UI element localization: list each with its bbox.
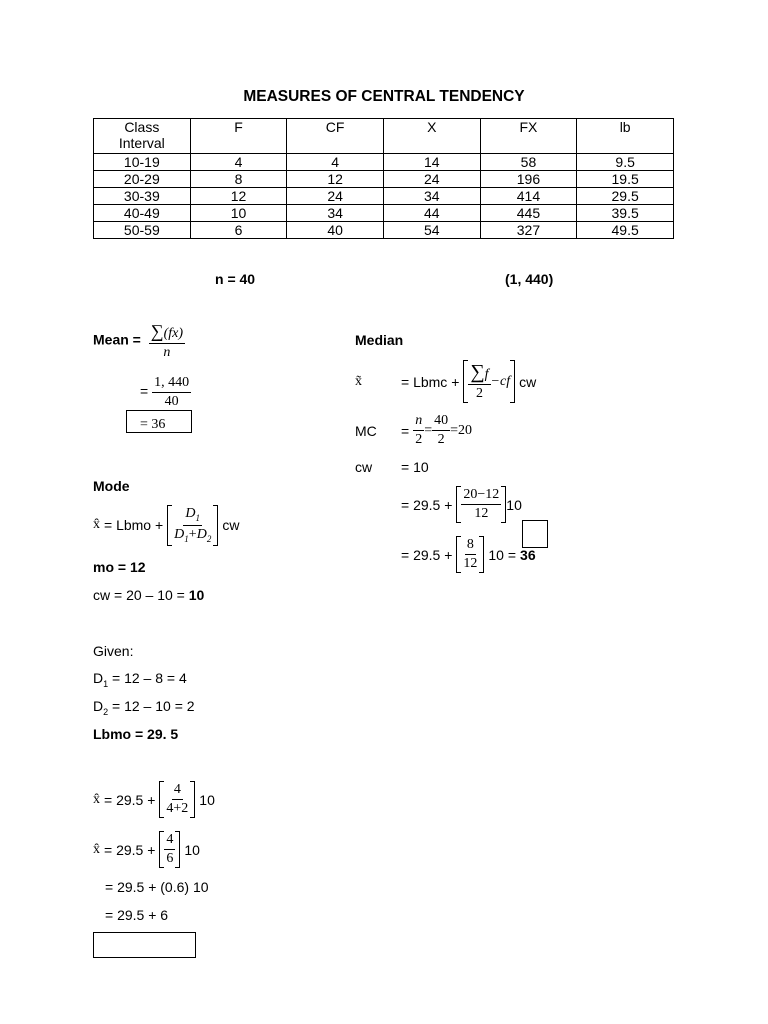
mode-calc2-fraction bbox=[164, 833, 175, 866]
table-cell: 10-19 bbox=[94, 154, 191, 171]
mode-bracket bbox=[167, 505, 218, 546]
median-step2-num: 8 bbox=[465, 538, 476, 555]
mode-calc1-num: 4 bbox=[172, 783, 183, 800]
median-formula bbox=[355, 360, 536, 403]
d2-line-rest: = 12 – 10 = 2 bbox=[108, 698, 195, 714]
header-lb: lb bbox=[577, 119, 674, 154]
document-title: MEASURES OF CENTRAL TENDENCY bbox=[243, 88, 525, 105]
median-step1-bracket bbox=[456, 486, 506, 523]
given-label: Given: bbox=[93, 643, 134, 659]
header-class-interval: Class Interval bbox=[94, 119, 191, 154]
mode-mo: mo = 12 bbox=[93, 559, 146, 575]
median-step1-fraction bbox=[461, 488, 501, 521]
table-cell: 327 bbox=[480, 222, 577, 239]
mean-numerator: (fx) bbox=[163, 326, 184, 341]
sum-symbol: ∑ bbox=[150, 321, 164, 341]
table-cell: 414 bbox=[480, 188, 577, 205]
median-step2-result: 36 bbox=[520, 546, 536, 563]
table-cell: 58 bbox=[480, 154, 577, 171]
median-minus-cf: −cf bbox=[490, 373, 511, 389]
mode-symbol: x̂ bbox=[93, 517, 100, 533]
mean-fraction bbox=[149, 322, 185, 360]
mc-fraction-1 bbox=[413, 414, 424, 447]
table-cell: 10 bbox=[190, 205, 287, 222]
median-step2-prefix: = 29.5 + bbox=[401, 546, 453, 563]
mode-calc1-prefix: = 29.5 + bbox=[104, 791, 156, 808]
mean-sub-numerator: 1, 440 bbox=[152, 376, 191, 393]
table-cell: 30-39 bbox=[94, 188, 191, 205]
median-symbol: x̃ bbox=[355, 373, 362, 389]
mode-den-d2-sub: 2 bbox=[206, 533, 212, 544]
table-cell: 4 bbox=[190, 154, 287, 171]
table-cell: 24 bbox=[383, 171, 480, 188]
d1-line-rest: = 12 – 8 = 4 bbox=[108, 670, 187, 686]
fx-total: (1, 440) bbox=[505, 271, 554, 287]
mode-calc2-prefix: = 29.5 + bbox=[104, 841, 156, 858]
table-cell: 9.5 bbox=[577, 154, 674, 171]
table-cell: 4 bbox=[287, 154, 384, 171]
median-step1-prefix: = 29.5 + bbox=[401, 496, 453, 513]
table-row bbox=[94, 205, 674, 222]
table-cell: 20-29 bbox=[94, 171, 191, 188]
table-cell: 44 bbox=[383, 205, 480, 222]
mode-fraction bbox=[172, 507, 213, 544]
median-step2-bracket bbox=[456, 536, 484, 573]
median-heading: Median bbox=[355, 332, 404, 348]
table-cell: 29.5 bbox=[577, 188, 674, 205]
mean-sub-denominator: 40 bbox=[164, 394, 179, 409]
table-cell: 49.5 bbox=[577, 222, 674, 239]
mean-label: Mean = bbox=[93, 331, 141, 348]
mode-heading: Mode bbox=[93, 478, 130, 494]
mc-result: =20 bbox=[450, 422, 472, 438]
mode-formula bbox=[93, 505, 239, 546]
table-row bbox=[94, 171, 674, 188]
mode-den-d1-sub: 1 bbox=[184, 533, 189, 544]
table-cell: 50-59 bbox=[94, 222, 191, 239]
table-cell: 40 bbox=[287, 222, 384, 239]
table-cell: 196 bbox=[480, 171, 577, 188]
median-sum-symbol: ∑ bbox=[470, 361, 485, 383]
mode-calc2-num: 4 bbox=[164, 833, 175, 850]
mode-cw-result: 10 bbox=[188, 587, 205, 603]
median-sum-fraction bbox=[468, 362, 490, 401]
median-sum-var: f bbox=[484, 367, 489, 382]
mode-calc1-suffix: 10 bbox=[199, 791, 215, 808]
mode-den-d1: D bbox=[174, 526, 185, 542]
table-cell: 8 bbox=[190, 171, 287, 188]
header-fx: FX bbox=[480, 119, 577, 154]
mode-calc-4: = 29.5 + 6 bbox=[105, 907, 169, 923]
median-cw-label: cw bbox=[355, 459, 373, 475]
mode-calc2-symbol: x̂ bbox=[93, 841, 100, 857]
mode-cw-suffix: cw bbox=[222, 517, 240, 534]
median-step2-fraction bbox=[461, 538, 479, 571]
d2-line: $D_2 = 12 - 10 = 2$ bbox=[93, 698, 195, 717]
mode-calc1-den: 4+2 bbox=[166, 801, 189, 816]
table-cell: 34 bbox=[287, 205, 384, 222]
header-cf: CF bbox=[287, 119, 384, 154]
header-x: X bbox=[383, 119, 480, 154]
mc-eq-2: = bbox=[424, 422, 433, 438]
mode-den-plus: + bbox=[188, 526, 197, 542]
mean-result: = 36 bbox=[140, 418, 166, 431]
d1-line: $D_1 = 12 - 8 = 4$ bbox=[93, 670, 187, 689]
mode-d1-sub: 1 bbox=[195, 512, 201, 523]
mode-calc-1 bbox=[93, 781, 215, 818]
table-cell: 14 bbox=[383, 154, 480, 171]
median-step2-den: 12 bbox=[463, 556, 478, 571]
table-cell: 40-49 bbox=[94, 205, 191, 222]
mc-den-1: 2 bbox=[415, 432, 423, 447]
table-cell: 445 bbox=[480, 205, 577, 222]
table-row bbox=[94, 188, 674, 205]
median-cw bbox=[355, 459, 429, 475]
frequency-table bbox=[93, 118, 674, 239]
mode-formula-prefix: = Lbmo + bbox=[104, 517, 164, 534]
mode-calc2-bracket bbox=[159, 831, 180, 868]
median-step-1 bbox=[401, 486, 522, 523]
mode-calc-3: = 29.5 + (0.6) 10 bbox=[105, 879, 209, 895]
mode-cw-line bbox=[93, 587, 204, 603]
table-row bbox=[94, 154, 674, 171]
median-cw-value: = 10 bbox=[401, 459, 429, 475]
mode-calc2-den: 6 bbox=[166, 851, 174, 866]
mc-label: MC bbox=[355, 422, 377, 439]
mean-substitution bbox=[140, 376, 191, 409]
median-mc bbox=[355, 414, 472, 447]
mean-sub-fraction bbox=[152, 376, 191, 409]
header-f: F bbox=[190, 119, 287, 154]
mode-calc1-fraction bbox=[164, 783, 190, 816]
median-step1-den: 12 bbox=[474, 506, 489, 521]
table-cell: 19.5 bbox=[577, 171, 674, 188]
mode-calc1-symbol: x̂ bbox=[93, 791, 100, 807]
mc-eq: = bbox=[401, 422, 410, 439]
median-formula-prefix: = Lbmc + bbox=[401, 373, 460, 390]
d1-line-sub: 1 bbox=[103, 678, 109, 689]
mc-den-2: 2 bbox=[437, 432, 445, 447]
median-step1-suffix: 10 bbox=[506, 496, 522, 513]
table-cell: 34 bbox=[383, 188, 480, 205]
table-header-row bbox=[94, 119, 674, 154]
median-cw-suffix: cw bbox=[519, 373, 537, 390]
median-sum-den: 2 bbox=[475, 386, 483, 401]
mc-fraction-2 bbox=[432, 414, 450, 447]
table-cell: 12 bbox=[190, 188, 287, 205]
mode-d1: D bbox=[185, 506, 196, 521]
mc-num-1: n bbox=[413, 414, 424, 431]
table-cell: 39.5 bbox=[577, 205, 674, 222]
mean-formula bbox=[93, 322, 185, 360]
table-row bbox=[94, 222, 674, 239]
n-total: n = 40 bbox=[215, 271, 256, 287]
mode-calc2-suffix: 10 bbox=[184, 841, 200, 858]
lbmo-line: Lbmo = 29. 5 bbox=[93, 726, 179, 742]
table-cell: 6 bbox=[190, 222, 287, 239]
table-cell: 24 bbox=[287, 188, 384, 205]
table-cell: 54 bbox=[383, 222, 480, 239]
mode-answer-box bbox=[93, 932, 196, 958]
mc-num-2: 40 bbox=[432, 414, 450, 431]
mode-cw-prefix: cw = 20 – 10 = bbox=[93, 587, 185, 603]
mode-calc1-bracket bbox=[159, 781, 195, 818]
median-step-2 bbox=[401, 536, 536, 573]
median-step1-num: 20−12 bbox=[461, 488, 501, 505]
mode-calc-2 bbox=[93, 831, 200, 868]
mean-equals: = bbox=[140, 383, 149, 400]
median-bracket bbox=[463, 360, 515, 403]
mean-denominator: n bbox=[163, 345, 171, 360]
mode-den-d2: D bbox=[196, 526, 207, 542]
median-step2-suffix: 10 = bbox=[488, 546, 517, 563]
d2-line-sub: 2 bbox=[103, 706, 109, 717]
table-cell: 12 bbox=[287, 171, 384, 188]
